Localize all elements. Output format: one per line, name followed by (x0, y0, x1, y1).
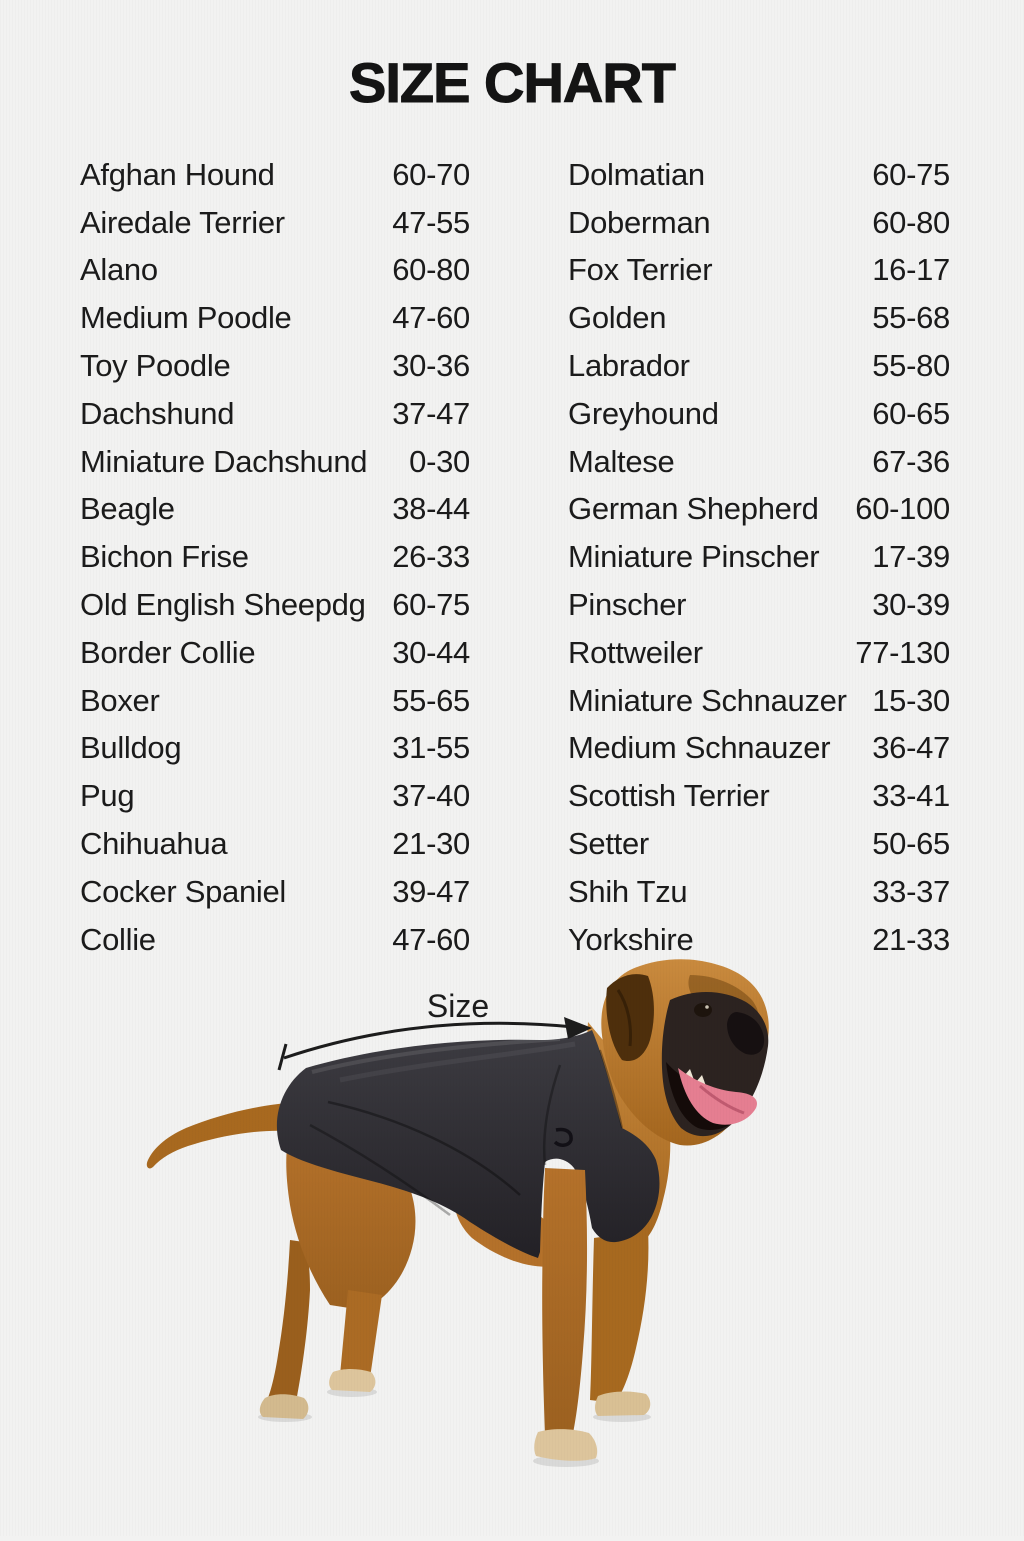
breed-name: Airedale Terrier (80, 204, 285, 240)
breed-name: Beagle (80, 491, 175, 527)
size-range: 67-36 (872, 443, 950, 479)
size-measurement-label: Size (426, 988, 490, 1024)
size-range: 60-80 (872, 204, 950, 240)
size-range: 55-68 (872, 300, 950, 336)
size-range: 26-33 (392, 539, 470, 575)
breed-name: Yorkshire (568, 921, 694, 957)
size-range: 15-30 (872, 682, 950, 718)
size-range: 55-65 (392, 682, 470, 718)
size-range: 39-47 (392, 873, 470, 909)
size-range: 0-30 (409, 443, 470, 479)
size-range: 47-60 (392, 921, 470, 957)
size-range: 33-41 (872, 778, 950, 814)
size-range: 21-33 (872, 921, 950, 957)
breed-name: Miniature Pinscher (568, 539, 820, 575)
dog-near-front-leg (542, 1168, 587, 1438)
size-range: 77-130 (855, 634, 950, 670)
size-range: 50-65 (872, 826, 950, 862)
dog-far-front-leg (590, 1230, 648, 1403)
size-range: 17-39 (872, 539, 950, 575)
dog-far-hind-paw (260, 1394, 309, 1419)
breed-name: Pinscher (568, 587, 687, 623)
size-range: 55-80 (872, 348, 950, 384)
size-range: 21-30 (392, 826, 470, 862)
breed-name: Miniature Dachshund (80, 443, 368, 479)
size-range: 33-37 (872, 873, 950, 909)
breed-name: Dachshund (80, 395, 235, 431)
breed-name: Miniature Schnauzer (568, 682, 847, 718)
breed-name: Chihuahua (80, 826, 228, 862)
breed-name: Greyhound (568, 395, 719, 431)
breed-name: Rottweiler (568, 634, 703, 670)
breed-name: Dolmatian (568, 156, 705, 192)
breed-name: Toy Poodle (80, 348, 231, 384)
breed-name: Afghan Hound (80, 156, 275, 192)
size-range: 16-17 (872, 252, 950, 288)
breed-name: Fox Terrier (568, 252, 713, 288)
breed-name: Shih Tzu (568, 873, 688, 909)
size-range: 60-75 (392, 587, 470, 623)
breed-name: Alano (80, 252, 158, 288)
size-range: 60-65 (872, 395, 950, 431)
size-range: 37-47 (392, 395, 470, 431)
dog-far-hind-leg (268, 1240, 310, 1402)
size-range: 47-60 (392, 300, 470, 336)
breed-name: Border Collie (80, 634, 256, 670)
page-title: SIZE CHART (349, 51, 675, 114)
size-range: 60-75 (872, 156, 950, 192)
breed-name: Boxer (80, 682, 160, 718)
breed-name: Cocker Spaniel (80, 873, 287, 909)
dog-near-hind-paw (329, 1369, 375, 1392)
size-range: 38-44 (392, 491, 470, 527)
breed-name: Bulldog (80, 730, 182, 766)
dog-eye-glint (705, 1005, 709, 1009)
breed-name: Labrador (568, 348, 690, 384)
breed-name: Medium Poodle (80, 300, 292, 336)
size-range: 60-100 (855, 491, 950, 527)
size-range: 36-47 (872, 730, 950, 766)
size-range: 30-39 (872, 587, 950, 623)
dog-near-front-paw (534, 1429, 597, 1461)
dog-eye (694, 1003, 712, 1017)
breed-name: Maltese (568, 443, 675, 479)
dog-tail (147, 1102, 300, 1168)
breed-name: Medium Schnauzer (568, 730, 831, 766)
breed-name: Pug (80, 778, 135, 814)
size-range: 60-80 (392, 252, 470, 288)
size-range: 30-36 (392, 348, 470, 384)
size-range: 30-44 (392, 634, 470, 670)
breed-name: Doberman (568, 204, 711, 240)
size-range: 31-55 (392, 730, 470, 766)
size-range: 37-40 (392, 778, 470, 814)
dog-far-front-paw (595, 1392, 650, 1416)
breed-name: Collie (80, 921, 156, 957)
breed-name: Bichon Frise (80, 539, 249, 575)
size-range: 47-55 (392, 204, 470, 240)
breed-name: Setter (568, 826, 649, 862)
breed-name: German Shepherd (568, 491, 819, 527)
breed-name: Golden (568, 300, 667, 336)
breed-name: Old English Sheepdg (80, 587, 366, 623)
size-range: 60-70 (392, 156, 470, 192)
breed-name: Scottish Terrier (568, 778, 770, 814)
